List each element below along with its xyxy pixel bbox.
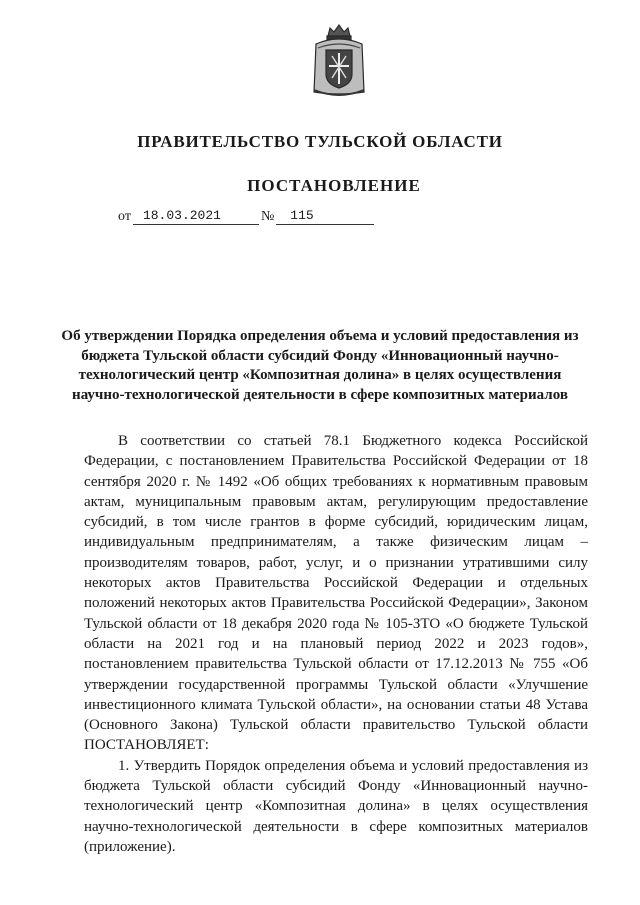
document-date: 18.03.2021 xyxy=(133,208,259,225)
item-1-paragraph: 1. Утвердить Порядок определения объема и условий предоставления из бюджета Тульской области субсидий Фонду «Инновационный научно-технологический центр «Композитная долина» в целях осуществления научно-технологической деятельности в сфере композитных материалов (приложение). xyxy=(84,757,588,855)
document-body xyxy=(84,431,588,857)
document-number: 115 xyxy=(276,208,374,225)
date-label: от xyxy=(118,209,131,224)
preamble-paragraph: В соответствии со статьей 78.1 Бюджетного кодекса Российской Федерации, с постановлением Правительства Российской Федерации от 18 сентября 2020 г. № 1492 «Об общих требованиях к нормативным правовым актам, муниципальным правовым актам, регулирующим предоставление субсидий, в том числе грантов в форме субсидий, юридическим лицам, индивидуальным предпринимателям, а также физическим лицам – производителям товаров, работ, услуг, и о признании утратившими силу некоторых актов Правительства Российской Федерации и отдельных положений некоторых актов Правительства Российской Федерации», Законом Тульской области от 18 декабря 2020 года № 105-ЗТО «О бюджете Тульской области на 2021 год и на плановый период 2022 и 2023 годов», постановлением правительства Тульской области от 17.12.2013 № 755 «Об утверждении государственной программы Тульской области «Улучшение инвестиционного климата Тульской области», на основании статьи 48 Устава (Основного Закона) Тульской области правительство Тульской области ПОСТАНОВЛЯЕТ: xyxy=(84,433,588,754)
coat-of-arms-emblem xyxy=(308,22,370,98)
document-type: ПОСТАНОВЛЕНИЕ xyxy=(247,176,421,195)
date-number-line xyxy=(118,208,374,225)
government-title: ПРАВИТЕЛЬСТВО ТУЛЬСКОЙ ОБЛАСТИ xyxy=(137,132,503,151)
document-subject: Об утверждении Порядка определения объема и условий предоставления из бюджета Тульской области субсидий Фонду «Инновационный научно-технологический центр «Композитная долина» в целях осуществления научно-технологической деятельности в сфере композитных материалов xyxy=(61,328,579,403)
number-label: № xyxy=(260,209,275,224)
